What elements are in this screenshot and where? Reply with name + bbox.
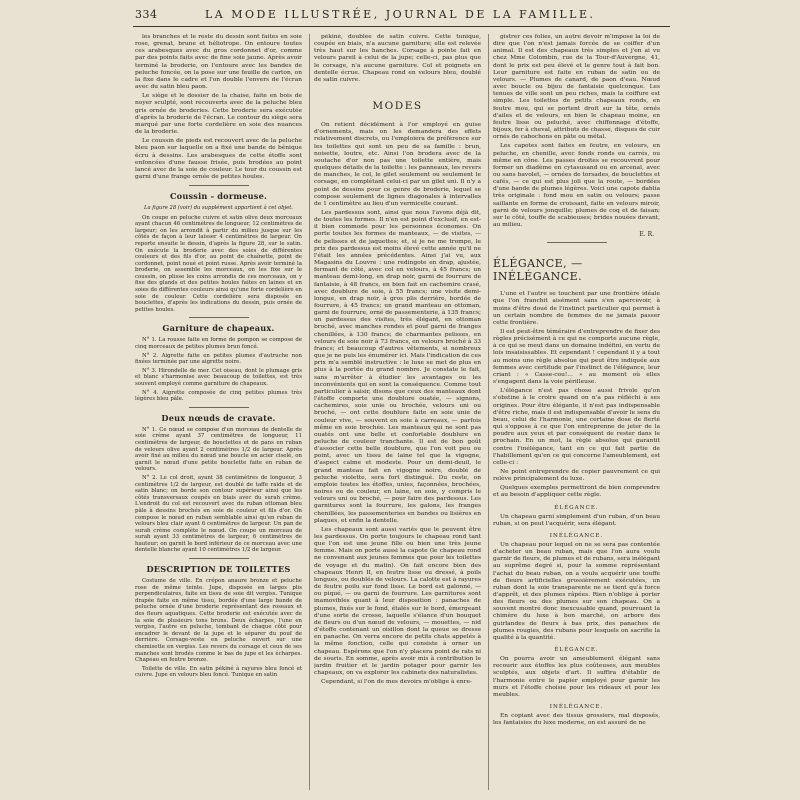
paragraph: Toilette de ville. En satin pékiné à rayures bleu foncé et cuivre. Jupe en velours bleu foncé. Tunique en satin bbox=[135, 665, 302, 679]
section-rule bbox=[547, 242, 607, 243]
paragraph: Les pardessus sont, ainsi que nous l'avons déjà dit, de toutes les formes. Il n'en est point d'exclusif, en est-il bien commode pour les personnes économes. On porte toutes les formes de manteaux, — de visites, — de pelisses et de jaquettes; et, si je ne me trompe, le prix des pardessus est moins élevé cette année qu'il ne l'était les années précédentes. Ainsi j'ai vu, aux Magasins du Louvre : une redingote en drap, ajustée, fermant de côté, avec col en velours, à 45 francs; un manteau demi-long, en drap noir, garni de fourrure de fantaisie, à 48 francs, en bien fait en cachemire crasé, avec doublure de soie, à 55 francs; une visite demi-longue, en drap noir, à gros plis derrière, bordée de fourrure, à 45 francs; un grand manteau en ottoman, garni de fourrure, orné de passementerie, à 135 francs; un pardessus des visites, très élégant, en ottoman broché, avec manches rondes et pouf garni de franges chenillées, à 130 francs; de charmantes pelisses, en velours de soie noir à 73 francs, en velours broché à 33 francs; et beaucoup d'autres vêtements, si nombreux que je ne puis les énumérer ici. Mais l'indication de ces prix m'a semblé instructive : le luxe se met de plus en plus à la portée du grand nombre. Je constate le fait, sans m'arrêter à étudier les avantages ou les inconvénients qui en sont la conséquence. Comme tout particulier à saisir, disons que ceux des manteaux dont l'étoffe comporte une doublure ouatée, — signons, cachemires, soie unie ou brochée, velours uni ou broché, — ont cette doublure faite en soie unie de couleur vive, — souvent en soie à carreaux, — parfois même en soie brochée. Les manteaux qui ne sont pas ouatés ont une belle et confortable doublure en peluche de couleur tranchante. Il est de bon goût d'associer cette belle doublure, que l'on voit peu ou point, avec un tissu de laine tel que la vigogne, d'aspect calme et modeste. Pour un demi-deuil, le grand manteau fait en vigogne noire, doublé de peluche violette, sera fort distingué. Du reste, on emploie toutes les étoffes, unies, façonnées, brochées, noires ou de couleur, en laine, en soie, y compris le velours uni ou broché, — pour faire des pardessus. Les garnitures sont la fourrure, les galons, les franges chenillées, les passementeries en bandes ou lisières en plaques, et enfin la dentelle. bbox=[314, 209, 481, 524]
paragraph: Un chapeau garni simplement d'un ruban, d'un beau ruban, si on peut l'acquérir, sera élégant. bbox=[493, 513, 660, 527]
section-heading-toilettes: DESCRIPTION DE TOILETTES bbox=[146, 564, 291, 575]
paragraph: On coupe en peluche cuivre et satin olive deux morceaux ayant chacun 46 centimètres de longueur, 12 centimètres de largeur; on les arrondit à partir du milieu jusque sur les côtés de façon à leur laisser 4 centimètres de largeur. On reporte ensuite le dessin, d'après la figure 28, sur le satin. On exécute la broderie avec des soies de différentes couleurs et des fils d'or, au point de chaînette, point de cordonnet, point noué et point russe. Après avoir terminé la broderie, on assemble les morceaux, on les fixe sur le coussin, on plisse les coins arrondis de ces morceaux, on y fixe des glands et des petites houles faites en laines et en soies de différentes couleurs ainsi qu'une forte cordelière en soie de couleur. Cette cordelière sera disposée en bouclettes, d'après les indications du dessin, puis ornée de petites houles. bbox=[135, 214, 302, 313]
subheading-inelegance: INÉLÉGANCE. bbox=[549, 532, 604, 539]
paragraph: gistrer ces folies, un autre devoir m'impose la loi de dire que l'on n'est jamais forcée de se coiffer d'un animal. Il est des chapeaux très simples et j'en ai vu chez Mme Colombin, rue de la Tour-d'Auvergne, 41, dont le prix est peu élevé et le genre tout à fait bon. Leur garniture est faite en ruban de satin ou de velours. — Plumes de canard, de paon d'eau. Nœud avec boucle ou bijou de fantaisie quelconque. Les tenues de ville sont un peu riches, mais la coiffure est simple. Les toilettes de petits chapeaux ronds, en feutre mou, qui se portent droit sur la tête, ornés d'ailes et de velours, en bien le chapeau moine, en feutre lisse ou peluché, avec chiffonnage d'étoffe, bijoux, fer à cheval, attributs de chasse, disques de cuir ornés de cabochons en pâte ou métal. bbox=[493, 34, 660, 141]
section-rule bbox=[189, 407, 249, 408]
paragraph: Ne point entreprendre de copier pauvrement ce qui relève principalement du luxe. bbox=[493, 468, 660, 483]
journal-title: LA MODE ILLUSTRÉE, JOURNAL DE LA FAMILLE. bbox=[205, 8, 596, 21]
paragraph: pékiné, doublée de satin cuivre. Cette tunique, coupée en biais, n'a aucune garniture; elle est relevée très haut sur les hanches. Corsage à pointe fait en velours pareil à celui de la jupe; celle-ci, pas plus que le corsage, n'a aucune garniture. Col et poignets en dentelle écrue. Chapeau rond en velours bleu, doublé de satin cuivre. bbox=[314, 34, 481, 83]
paragraph: Les capotes sont faites en feutre, en velours, en peluche, en chenille, avec fonds ronds ou carrés, ou même en cône. Les passes droites se recouvrent pour former un diadème en cytasusand ou en arcenal, avec ou sans bavolet, — ornées de torsades, de bouclettes et cafés, — ce qui est plus joli que la route, — bordées d'une bande de plumes légères. Voici une capote dahlia très originale : fond mou en satin ou velours; passe saillante en forme de croissant, faite en velours miroir, garni de velours jonquille; plumes de coq et de faisan; sur le côté, touffe de scabieuses; brides nouées devant, au milieu. bbox=[493, 143, 660, 229]
section-rule bbox=[189, 558, 249, 559]
column-divider-2 bbox=[488, 34, 489, 790]
column-divider-1 bbox=[309, 34, 310, 790]
section-heading-modes: MODES bbox=[372, 100, 423, 113]
paragraph: L'une et l'autre se touchent par une frontière idéale que l'on franchit aisément sans s'en apercevoir, à moins d'être doué de l'instinct particulier qui permet à un certain nombre de femmes de ne jamais passer cette frontière. bbox=[493, 291, 660, 326]
subheading-elegance: ÉLÉGANCE. bbox=[554, 504, 599, 511]
section-rule bbox=[189, 185, 249, 186]
header-rule bbox=[133, 26, 670, 27]
paragraph: N° 1. La rousse faite en forme de pompon se compose de cinq morceaux de petites plumes brun foncé. bbox=[135, 337, 302, 351]
author-signature: E. R. bbox=[639, 231, 654, 239]
paragraph: N° 2. Le col droit, ayant 38 centimètres de longueur, 3 centimètres 1/2 de largeur, est doublé de taffe raide et de satin blanc; on borde son contour supérieur ainsi que les côtés transversaux coupés en biais avec du surah crème. L'endroit du col est recouvert avec du ruban ottoman bleu pâle à dessins brochés en soie de couleur et fils d'or. On compose le nœud en ruban semblable ainsi qu'en ruban de velours bleu clair ayant 6 centimètres de largeur. Un pan de surah crème complète le nœud. On coupe un morceau de surah ayant 33 centimètres de largeur, 6 centimètres de hauteur; on garnit le bord inférieur de ce morceau avec une dentelle blanche ayant 10 centimètres 1/2 de largeur. bbox=[135, 474, 302, 554]
column-right bbox=[493, 34, 660, 794]
section-heading-elegance: ÉLÉGANCE, — INÉLÉGANCE. bbox=[493, 257, 583, 284]
paragraph: Costume de ville. En crépon anaure bronze et peluche rose de même teinte. Jupe, disposée en larges plis perpendiculaires, faite en tissu de soie dit vergiss. Tunique drapée faite en même tissu, bordée d'une large bande de peluche ornée d'une broderie représentant des roseaux et des fleurs aquatiques. Cette broderie est exécutée avec de la soie de plusieurs tons bruns. Deux écharpes, l'une en vergiss, l'autre en peluche, tombant de chaque côté pour encadrer le devant de la jupe et le séparer du pouf de derrière. Corsage-veste en peluche ouvert sur une chemisette en vergiss. Les revers du corsage et ceux de ses manches sont brodés comme le bas de jupe et les écharpes. Chapeau en feutre bronze. bbox=[135, 578, 302, 664]
page-number: 334 bbox=[135, 8, 158, 21]
figure-note: La figure 28 (voir) du supplément appartient à cet objet. bbox=[144, 205, 293, 212]
section-heading-garniture: Garniture de chapeaux. bbox=[162, 323, 275, 334]
paragraph: On retient décidément à l'or employé en guise d'ornements, mais on les demandera des effets relativement discrets, ou l'emploiera de préférence sur les toilettes qui sont un peu de sa famille : brun, noisette, loutre, etc. Ainsi l'on brodera avec de la soutache d'or non pas une toilette entière, mais quelques détails de la toilette : les panneaux, les revers de manches, le col, le gilet seulement ou seulement le corsage, en complétant celui-ci par un gilet uni. Il n'y a point de dessins pour ce genre de broderie, lequel se compose seulement de lignes diagonales à intervalles de 1 centimètre au lieu d'un vermicelle courant. bbox=[314, 122, 481, 207]
paragraph: Il est peut-être téméraire d'entreprendre de fixer des règles précisément à ce qui ne comporte aucune règle, à ce qui se meut dans un domaine indéfini, en vertu de lois insaisissables. Et cependant ! cependant il y a tout au moins une règle absolue qui peut être indiquée aux femmes avec certitude par l'instinct de l'élégance, leur criant : « Casse-cou!... » au moment où elles s'engagent dans la voie périlleuse. bbox=[493, 329, 660, 386]
paragraph: les branches et le reste du dessin sont faites en soie rose, grenat, brune et héliotrope. On entoure toutes ces arabesques avec du gros cordonnet d'or, comme par des points faits avec de fine soie jaune. Après avoir terminé la broderie, on l'entoure avec les bandes de peluche foncée, on la pose sur une feuille de carton, on la fixe dans le cadre et l'on double l'envers de l'écran avec du satin bleu paon. bbox=[135, 34, 302, 91]
paragraph: Le siège et le dossier de la chaise, faite en bois de noyer sculpté, sont recouverts avec de la peluche bleu gris ornée de broderies. Cette broderie sera exécutée d'après la broderie de l'écran. Le contour du siège sera marqué par une forte cordelière en soie des nuances de la broderie. bbox=[135, 93, 302, 136]
section-rule bbox=[189, 317, 249, 318]
paragraph: L'élégance n'est pas chose aussi frivole qu'on s'obstine à le croire quand on n'a pas réfléchi à ses origines. Pour être élégante, il n'est pas indispensable d'être riche, mais il est indispensable d'avoir le sens du beau, celui de l'harmonie, une certaine dose de fierté qui s'oppose à ce que l'on entreprenne de jeter de la poudre aux yeux et par conséquent de rester dans le prochain. En un mot, la règle absolue qui garantit contre l'inélégance, tant en ce qui fait partie de l'habillement qu'en ce qui concerne l'ameublement, est celle-ci : bbox=[493, 388, 660, 466]
page-header bbox=[135, 8, 665, 26]
paragraph: Cependant, si l'on de mes devoirs m'oblige à enre- bbox=[321, 679, 472, 686]
paragraph: N° 3. Hirondelle de mer. Cet oiseau, dont le plumage gris et blanc s'harmonise avec beaucoup de toilettes, est très souvent employé comme garniture de chapeaux. bbox=[135, 367, 302, 387]
paragraph: N° 2. Aigrette faite en petites plumes d'autruche non fixées terminée par une aigrette noire. bbox=[135, 352, 302, 366]
column-middle bbox=[314, 34, 481, 794]
paragraph: En copiant avec des tissus grossiers, mal disposés, les fantaisies du luxe moderne, on est assuré de ne bbox=[493, 713, 660, 727]
paragraph: N° 4. Aigrette composée de cinq petites plumes très légères bleu pâle. bbox=[135, 389, 302, 403]
paragraph: Un chapeau pour lequel on ne se sera pas contentée d'acheter un beau ruban, mais que l'on aura voulu garnir de fleurs, de plumes et de rubans, sera inélégant au suprême degré si, pour la somme représentant l'achat du beau ruban, on a voulu acquérir une touffe de fleurs artificielles grossièrement exécutées, un ruban dont la soie transparente ne se tient qu'à force d'apprêt, et des plumes râpées. Rien n'oblige à porter des fleurs ou des plumes sur son chapeau. On a souvent montré donc inexcusable quand, pourvuant la chimère du luxe à bon marché, on arbore des guirlandes de fleurs à bas prix, des panaches de plumes rougies, des rubans pour lesquels on sacrifie la qualité à la quantité. bbox=[493, 541, 660, 641]
column-left bbox=[135, 34, 302, 794]
paragraph: Le coussin de pieds est recouvert avec de la peluche bleu paon sur laquelle on a fixé une bande de bénique écru à dessins. Les arabesques de cette étoffe sont enfoncées d'une fausse frisée, puis brodées au point lancé avec de la soie de couleur. Le tour du coussin est garni d'une frange ornée de petites houles. bbox=[135, 138, 302, 180]
paragraph: N° 1. Ce nœud se compose d'un morceau de dentelle de soie crème ayant 37 centimètres de longueur, 11 centimètres de largeur, de bouclettes et de pans en ruban de velours olive ayant 2 centimètres 1/2 de largeur. Après avoir fixé au milieu du nœud une boucle en acier ciselé, on garnit le nœud d'une petite bouclette faite en ruban de velours. bbox=[135, 426, 302, 473]
paragraph: On pourra avoir un ameublement élégant sans recourir aux étoffes les plus coûteuses, aux meubles sculptés, aux objets d'art. Il suffira d'établir de l'harmonie entre le papier employé pour garnir les murs et l'étoffe choisie pour les rideaux et pour les meubles. bbox=[493, 656, 660, 698]
subheading-elegance: ÉLÉGANCE. bbox=[554, 647, 599, 654]
section-heading-coussin: Coussin - dormeuse. bbox=[169, 191, 268, 202]
subheading-inelegance: INÉLÉGANCE. bbox=[549, 704, 604, 711]
paragraph: Quelques exemples permettront de bien comprendre et au besoin d'appliquer cette règle. bbox=[493, 485, 660, 499]
paragraph: Les chapeaux sont aussi variés que le peuvent être les pardessus. On porte toujours le chapeau rond tant que l'on est une jeune fille ou bien une très jeune femme. Mais on porte aussi la capote (le chapeau rond ne convenant aux jeunes femmes que pour les toilettes de voyage et du matin). On fait encore bien des chapeaux Henri II, en feutre lisse ou dressé, à poils longues, ou doublés de velours. La calotte est à rayures de feutre poilu sur fond lisse. Le bord est galonné, — ou piqué, — ou garni de fourrure. Les garnitures sont inamovibles quant à leur disposition : panaches de plumes, fixés sur le fond, étalés sur le bord, émergeant d'une sorte de crosse, laquelle s'élance d'un bouquet de fleurs ou d'un nœud de velours, — mouettes, — nid d'étoffe contenant un oisillon dont la queue se dresse en panache. On verra encore de petits chats appelés à la même fonction, celle qui consiste à orner un chapeau. Espérons que l'on n'y placera point de rats ni de souris. En somme, après avoir mis à contribution le jardin fruitier et le jardin potager pour garnir les chapeaux, on va explorer les cabinets des naturalistes. bbox=[314, 526, 481, 676]
section-heading-cravate: Deux nœuds de cravate. bbox=[161, 412, 276, 423]
